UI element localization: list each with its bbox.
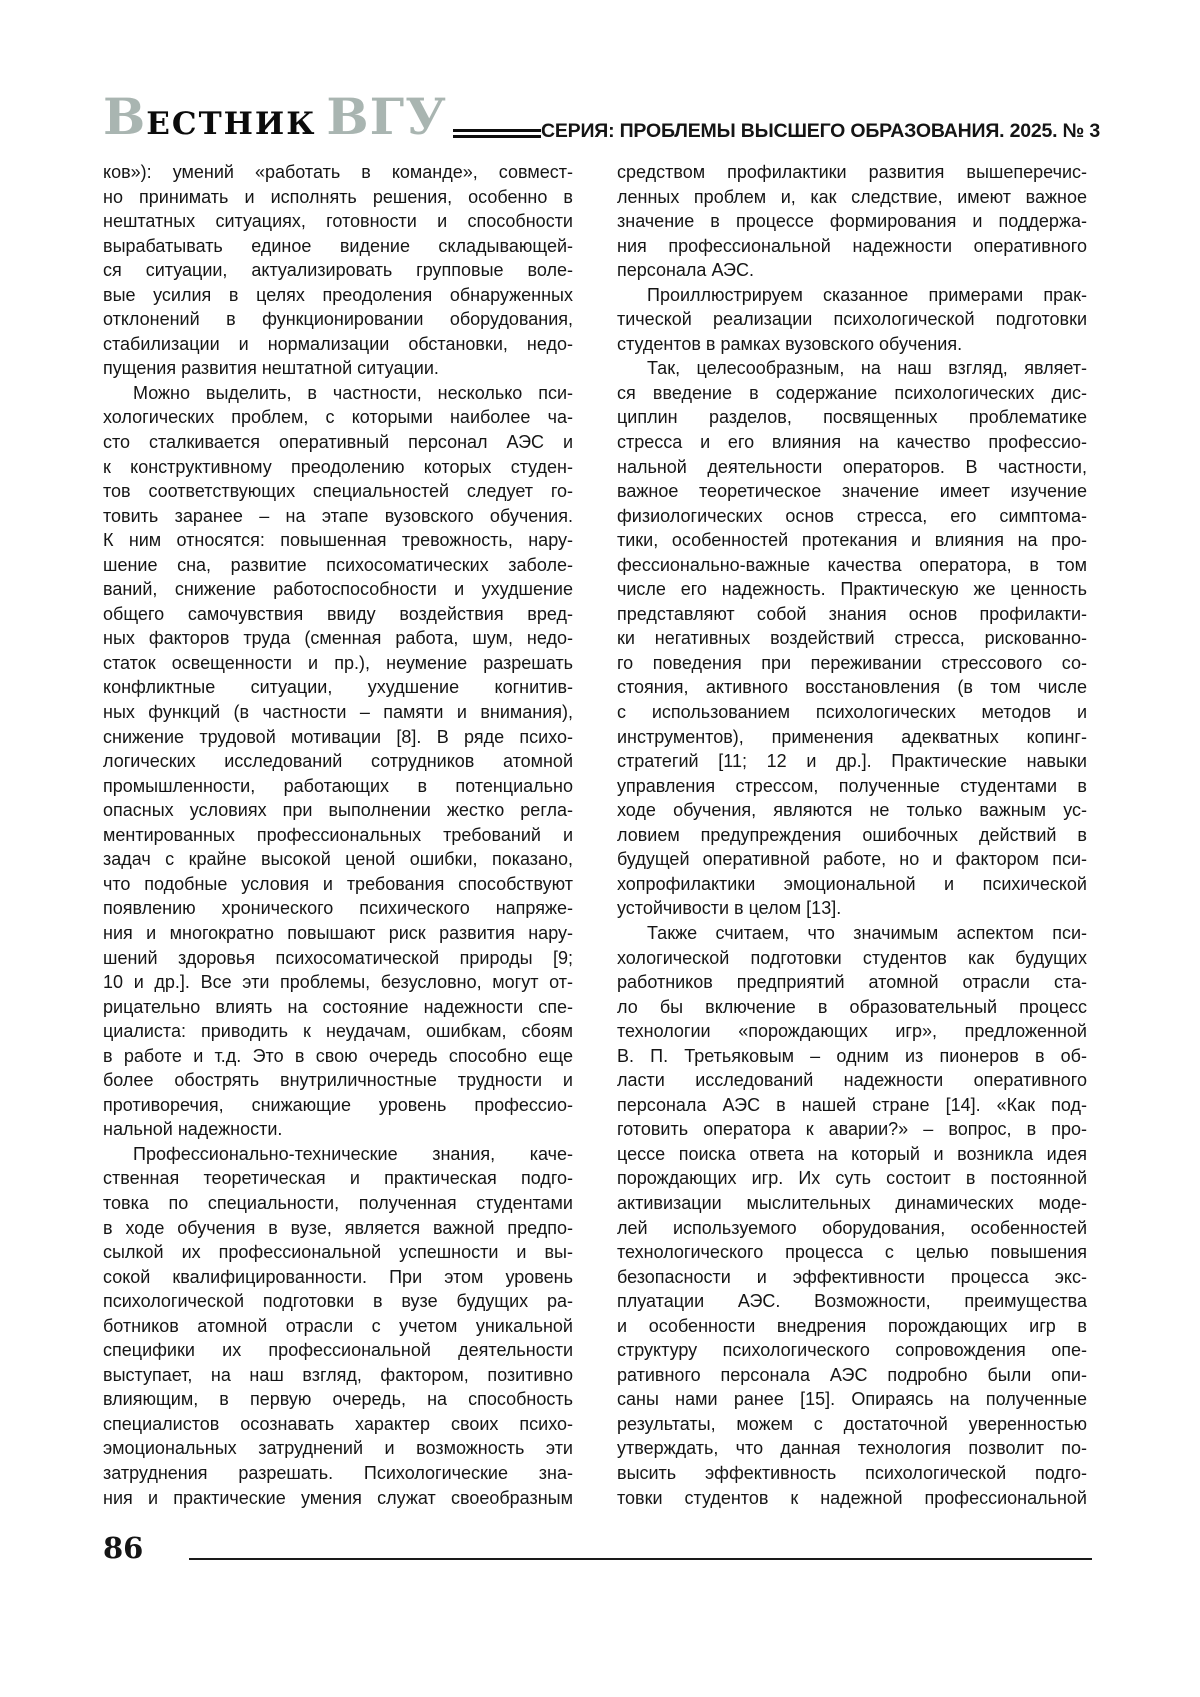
text-line: готовить оператора к аварии?» – вопрос, в про- — [617, 1119, 1087, 1140]
text-line: важное теоретическое значение имеет изучение — [617, 481, 1087, 502]
text-line: ло бы включение в образовательный процесс — [617, 996, 1087, 1017]
text-line: Также считаем, что значимым аспектом пси- — [647, 922, 1087, 943]
text-line: специфики их профессиональной деятельности — [103, 1340, 573, 1361]
text-line: психологической подготовки в вузе будущих ра- — [103, 1291, 573, 1312]
text-line: более обострять внутриличностные трудности и — [103, 1070, 573, 1091]
series-title: СЕРИЯ: ПРОБЛЕМЫ ВЫСШЕГО ОБРАЗОВАНИЯ. 2025. № 3 — [540, 119, 1100, 142]
text-line: Профессионально-технические знания, каче- — [133, 1143, 573, 1164]
text-line: конфликтные ситуации, ухудшение когнитив- — [103, 677, 573, 698]
text-line: сылкой их профессиональной успешности и вы- — [103, 1242, 573, 1263]
text-line: циплин разделов, посвященных проблематике — [617, 407, 1087, 428]
text-line: стабилизации и нормализации обстановки, недо- — [103, 333, 573, 354]
header-double-rule — [453, 129, 541, 138]
text-line: стресса и его влияния на качество профессио- — [617, 432, 1087, 453]
text-line: в ходе обучения в вузе, является важной предпо- — [103, 1217, 573, 1238]
text-line: появлению хронического психического напряже- — [103, 898, 573, 919]
text-line: с использованием психологических методов и — [617, 702, 1087, 723]
text-line: хопрофилактики эмоциональной и психической — [617, 873, 1087, 894]
text-line: статок освещенности и пр.), неумение разрешать — [103, 652, 573, 673]
text-line: противоречия, снижающие уровень профессио- — [103, 1094, 573, 1115]
text-line: персонала АЭС в нашей стране [14]. «Как под- — [617, 1094, 1087, 1115]
text-line: нальной надежности. — [103, 1119, 283, 1140]
logo-wordmark: ЕСТНИК — [146, 106, 317, 142]
text-line: рицательно влиять на состояние надежности спе- — [103, 996, 573, 1017]
text-line: к конструктивному преодолению которых студен- — [103, 456, 573, 477]
text-line: ственная теоретическая и практическая подго- — [103, 1168, 573, 1189]
text-line: го поведения при переживании стрессового со- — [617, 652, 1087, 673]
text-line: лей используемого оборудования, особенностей — [617, 1217, 1087, 1238]
text-line: устойчивости в целом [13]. — [617, 898, 842, 919]
text-line: промышленности, работающих в потенциально — [103, 775, 573, 796]
text-line: физиологических основ стресса, его симптома- — [617, 505, 1087, 526]
text-line: цессе поиска ответа на который и возникла идея — [617, 1143, 1087, 1164]
text-line: ков»): умений «работать в команде», совмест- — [103, 162, 573, 182]
text-line: товить заранее – на этапе вузовского обучения. — [103, 505, 573, 526]
text-line: фессионально-важные качества оператора, в том — [617, 554, 1087, 575]
text-line: вые усилия в целях преодоления обнаруженных — [103, 284, 573, 305]
text-line: шений здоровья психосоматической природы [9; — [103, 947, 573, 968]
text-line: инструментов), применения адекватных копинг- — [617, 726, 1087, 747]
text-line: отклонений в функционировании оборудования, — [103, 309, 573, 330]
text-line: ния и практические умения служат своеобразным — [103, 1487, 573, 1508]
text-line: ных функций (в частности – памяти и внимания), — [103, 702, 573, 723]
text-line: ментированных профессиональных требований и — [103, 824, 573, 845]
text-line: саны нами ранее [15]. Опираясь на полученные — [617, 1389, 1087, 1410]
footer-rule — [189, 1558, 1092, 1560]
text-line: ния и многократно повышают риск развития нару- — [103, 922, 573, 943]
text-line: средством профилактики развития вышеперечис- — [617, 162, 1087, 182]
text-line: высить эффективность психологической подго- — [617, 1462, 1087, 1483]
text-line: пущения развития нештатной ситуации. — [103, 358, 439, 379]
text-line: тов соответствующих специальностей следует го- — [103, 481, 573, 502]
text-line: ративного персонала АЭС подробно были опи- — [617, 1364, 1087, 1385]
text-line: ласти исследований надежности оперативного — [617, 1070, 1087, 1091]
text-line: безопасности и эффективности процесса экс- — [617, 1266, 1087, 1287]
text-line: товки студентов к надежной профессиональной — [617, 1487, 1087, 1508]
logo-initial-letter: В — [103, 87, 147, 146]
text-line: хологических проблем, с которыми наиболее ча- — [103, 407, 573, 428]
text-line: работников предприятий атомной отрасли ста- — [617, 972, 1087, 993]
text-line: 10 и др.]. Все эти проблемы, безусловно, могут от- — [103, 972, 573, 993]
text-line: товка по специальности, полученная студентами — [103, 1192, 573, 1213]
text-line: вырабатывать единое видение складывающей- — [103, 235, 573, 256]
text-line: ленных проблем и, как следствие, имеют важное — [617, 186, 1087, 207]
text-line: снижение трудовой мотивации [8]. В ряде психо- — [103, 726, 573, 747]
text-line: утверждать, что данная технология позволит по- — [617, 1438, 1087, 1459]
logo-university-abbr: ВГУ — [326, 87, 447, 146]
text-line: ных факторов труда (сменная работа, шум, недо- — [103, 628, 573, 649]
text-line: значение в процессе формирования и поддержа- — [617, 211, 1087, 232]
text-line: представляют собой знания основ профилакти- — [617, 603, 1087, 624]
text-line: затруднения разрешать. Психологические зна- — [103, 1462, 573, 1483]
page-header — [103, 87, 1100, 146]
text-line: управления стрессом, полученные студентами в — [617, 775, 1087, 796]
text-line: нальной деятельности операторов. В частности, — [617, 456, 1087, 477]
text-line: выступает, на наш взгляд, фактором, позитивно — [103, 1364, 573, 1385]
text-line: К ним относятся: повышенная тревожность, нару- — [103, 530, 573, 551]
text-line: ваний, снижение работоспособности и ухудшение — [103, 579, 573, 600]
text-line: ботников атомной отрасли с учетом уникальной — [103, 1315, 573, 1336]
page-number: 86 — [103, 1531, 144, 1565]
column-right — [617, 160, 1087, 1510]
text-line: структуру психологического сопровождения опе- — [617, 1340, 1087, 1361]
text-line: стояния, активного восстановления (в том числе — [617, 677, 1087, 698]
text-line: результаты, можем с достаточной уверенностью — [617, 1413, 1087, 1434]
text-line: эмоциональных затруднений и возможность эти — [103, 1438, 573, 1459]
text-line: нештатных ситуациях, готовности и способности — [103, 211, 573, 232]
text-line: влияющим, в первую очередь, на способность — [103, 1389, 573, 1410]
text-line: В. П. Третьяковым – одним из пионеров в об- — [617, 1045, 1087, 1066]
text-line: персонала АЭС. — [617, 260, 754, 281]
text-line: сто сталкивается оперативный персонал АЭС и — [103, 432, 573, 453]
text-line: числе его надежность. Практическую же ценность — [617, 579, 1087, 600]
text-line: Можно выделить, в частности, несколько пси- — [133, 382, 573, 403]
text-line: плуатации АЭС. Возможности, преимущества — [617, 1291, 1087, 1312]
text-line: технологии «порождающих игр», предложенной — [617, 1021, 1087, 1042]
text-line: тики, особенностей протекания и влияния на про- — [617, 530, 1087, 551]
text-line: но принимать и исполнять решения, особенно в — [103, 186, 573, 207]
text-line: хологической подготовки студентов как будущих — [617, 947, 1087, 968]
text-line: сокой квалифицированности. При этом уровень — [103, 1266, 573, 1287]
text-line: студентов в рамках вузовского обучения. — [617, 333, 963, 354]
text-line: ся ситуации, актуализировать групповые воле- — [103, 260, 573, 281]
column-left — [103, 160, 573, 1510]
page-footer — [103, 1531, 1092, 1565]
text-line: циалиста: приводить к неудачам, ошибкам, сбоям — [103, 1021, 573, 1042]
text-line: ходе обучения, являются не только важным ус- — [617, 800, 1087, 821]
text-line: стратегий [11; 12 и др.]. Практические навыки — [617, 751, 1087, 772]
article-body — [103, 160, 1087, 1510]
text-line: Так, целесообразным, на наш взгляд, являет- — [647, 358, 1087, 379]
text-line: задач с крайне высокой ценой ошибки, показано, — [103, 849, 573, 870]
text-line: и особенности внедрения порождающих игр в — [617, 1315, 1087, 1336]
text-line: активизации мыслительных динамических моде- — [617, 1192, 1087, 1213]
journal-logo — [103, 87, 447, 146]
text-line: ки негативных воздействий стресса, рискованно- — [617, 628, 1087, 649]
text-line: Проиллюстрируем сказанное примерами прак- — [647, 284, 1087, 305]
text-line: шение сна, развитие психосоматических заболе- — [103, 554, 573, 575]
text-line: общего самочувствия ввиду воздействия вред- — [103, 603, 573, 624]
text-line: будущей оперативной работе, но и фактором пси- — [617, 849, 1087, 870]
text-line: в работе и т.д. Это в свою очередь способно еще — [103, 1045, 573, 1066]
text-line: технологического процесса с целью повышения — [617, 1242, 1087, 1263]
text-line: ловием предупреждения ошибочных действий в — [617, 824, 1087, 845]
text-line: что подобные условия и требования способствуют — [103, 873, 573, 894]
text-line: тической реализации психологической подготовки — [617, 309, 1087, 330]
text-line: специалистов осознавать характер своих психо- — [103, 1413, 573, 1434]
text-line: порождающих игр. Их суть состоит в постоянной — [617, 1168, 1087, 1189]
text-line: опасных условиях при выполнении жестко регла- — [103, 800, 573, 821]
text-line: ся введение в содержание психологических дис- — [617, 382, 1087, 403]
text-line: логических исследований сотрудников атомной — [103, 751, 573, 772]
text-line: ния профессиональной надежности оперативного — [617, 235, 1087, 256]
